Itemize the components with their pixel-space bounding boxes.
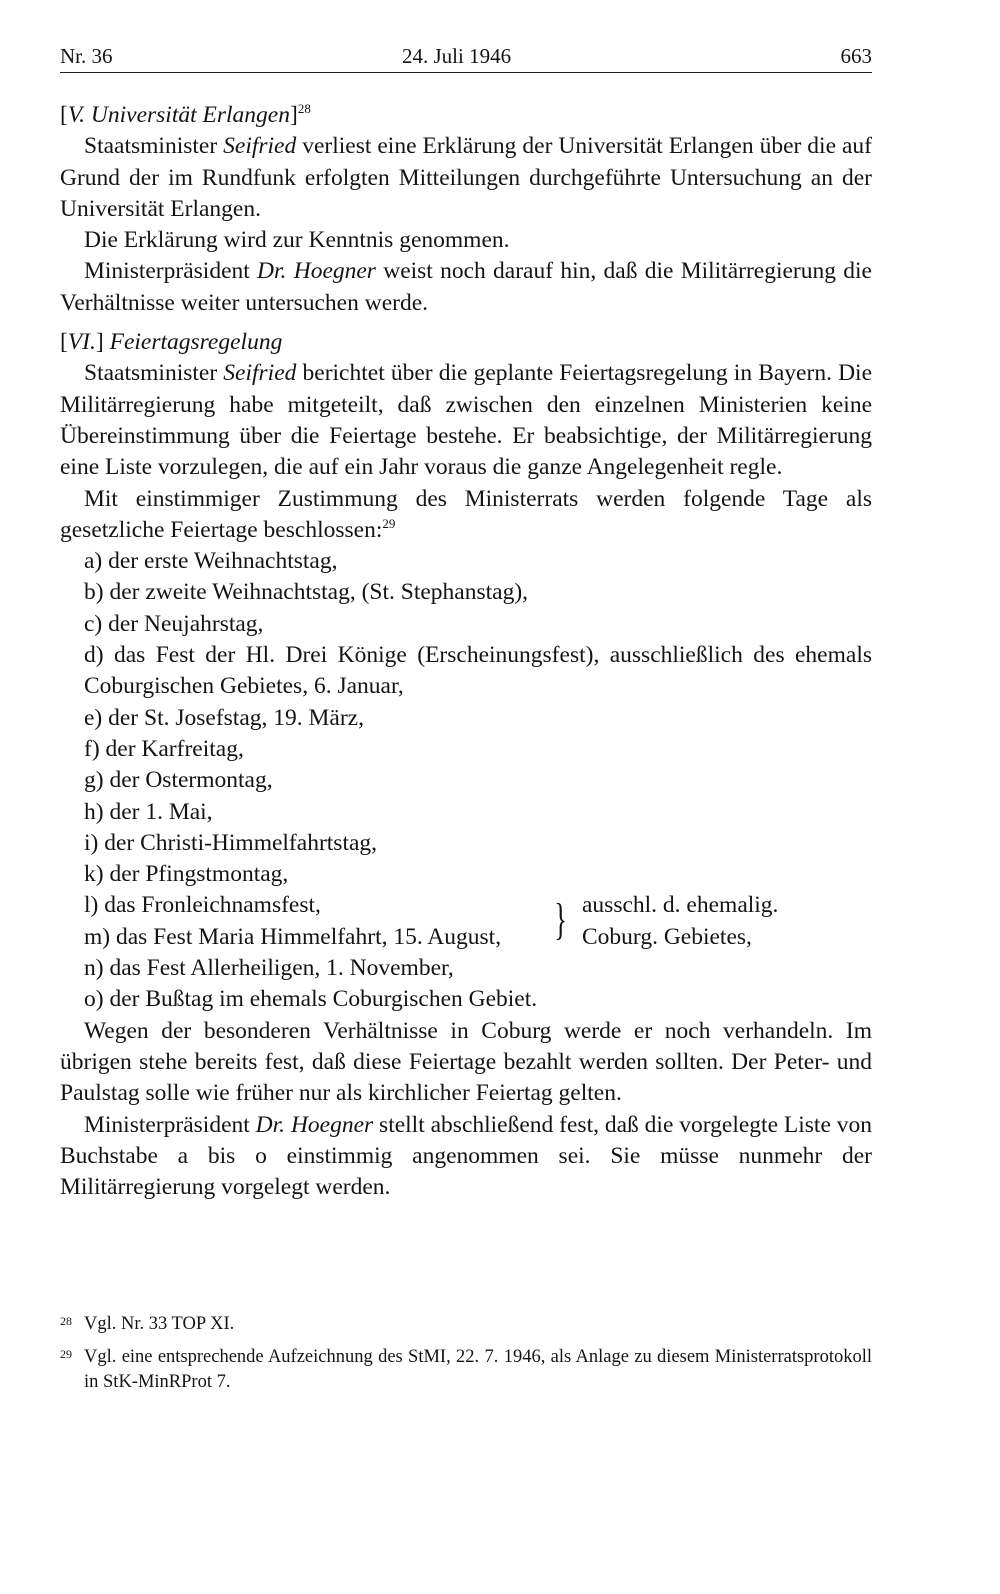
header-rule bbox=[60, 72, 872, 73]
footnote bbox=[60, 1312, 872, 1337]
list-item: c) der Neujahrstag, bbox=[84, 610, 264, 637]
braced-items bbox=[60, 890, 872, 953]
list-item: k) der Pfingstmontag, bbox=[84, 861, 289, 888]
paragraph: Ministerpräsident Dr. Hoegner weist noch darauf hin, daß die Militärregierung die Verhältnisse weiter untersuchen werde. bbox=[60, 258, 872, 316]
paragraph: Ministerpräsident Dr. Hoegner stellt abschließend fest, daß die vorgelegte Liste von Buchstabe a bis o einstimmig angenommen sei. Sie müsse nunmehr der Militärregierung vorgelegt werden. bbox=[60, 1111, 872, 1201]
footnote-number: 28 bbox=[60, 1314, 72, 1328]
footnote-ref: 28 bbox=[297, 101, 311, 117]
holiday-list bbox=[60, 546, 872, 890]
list-item: h) der 1. Mai, bbox=[84, 798, 213, 825]
paragraph: Wegen der besonderen Verhältnisse in Coburg werde er noch verhandeln. Im übrigen stehe bereits fest, daß diese Feiertage bezahlt werden sollten. Der Peter- und Paulstag solle wie früher nur als kirchlicher Feiertag gelten. bbox=[60, 1017, 872, 1107]
holiday-list-tail bbox=[60, 953, 872, 1016]
footnote-number: 29 bbox=[60, 1347, 72, 1361]
right-brace: } bbox=[554, 895, 567, 945]
list-item: l) das Fronleichnamsfest, bbox=[84, 892, 321, 919]
list-item: e) der St. Josefstag, 19. März, bbox=[84, 704, 364, 731]
brace-note: ausschl. d. ehemalig. Coburg. Gebietes, bbox=[582, 892, 779, 950]
paragraph: Staatsminister Seifried berichtet über die geplante Feiertagsregelung in Bayern. Die Militärregierung habe mitgeteilt, daß zwischen den einzelnen Ministerien keine Übereinstimmung über die Feiertage bestehe. Er beabsichtige, der Militärregierung eine Liste vorzulegen, die auf ein Jahr voraus die ganze Angelegenheit regle. bbox=[60, 360, 873, 481]
list-item: i) der Christi-Himmelfahrtstag, bbox=[84, 829, 378, 856]
list-item: a) der erste Weihnachtstag, bbox=[84, 548, 338, 575]
list-item: f) der Karfreitag, bbox=[84, 735, 244, 762]
issue-number: Nr. 36 bbox=[60, 44, 113, 68]
footnote-ref: 29 bbox=[382, 516, 396, 532]
list-item: o) der Bußtag im ehemals Coburgischen Gebiet. bbox=[84, 986, 538, 1013]
footnote-text: Vgl. Nr. 33 TOP XI. bbox=[84, 1314, 235, 1334]
paragraph: Die Erklärung wird zur Kenntnis genommen. bbox=[84, 227, 510, 254]
list-item: n) das Fest Allerheiligen, 1. November, bbox=[84, 955, 454, 982]
page-number: 663 bbox=[840, 44, 872, 68]
section-heading-v: [V. Universität Erlangen]$^{28}$ bbox=[60, 101, 311, 128]
list-item: g) der Ostermontag, bbox=[84, 767, 273, 794]
paragraph: Mit einstimmiger Zustimmung des Ministerrats werden folgende Tage als gesetzliche Feiertage beschlossen:$^{29}$ bbox=[60, 485, 872, 543]
person-name: Seifried bbox=[223, 360, 297, 387]
footnotes bbox=[60, 1312, 872, 1395]
document-body bbox=[60, 100, 872, 1203]
list-item: m) das Fest Maria Himmelfahrt, 15. August, bbox=[84, 923, 502, 950]
footnote bbox=[60, 1345, 872, 1395]
header-date: 24. Juli 1946 bbox=[402, 44, 512, 68]
page-header bbox=[60, 44, 872, 74]
list-item: d) das Fest der Hl. Drei Könige (Erscheinungsfest), ausschließlich des ehemals Coburgischen Gebietes, 6. Januar, bbox=[84, 642, 872, 700]
section-heading-vi: [VI.] Feiertagsregelung bbox=[60, 329, 283, 356]
list-item: b) der zweite Weihnachtstag, (St. Stephanstag), bbox=[84, 579, 529, 606]
paragraph: Staatsminister Seifried verliest eine Erklärung der Universität Erlangen über die auf Grund der im Rundfunk erfolgten Mitteilungen durchgeführte Untersuchung an der Universität Erlangen. bbox=[60, 133, 873, 222]
person-name: Seifried bbox=[223, 133, 297, 160]
person-name: Hoegner bbox=[290, 1111, 374, 1138]
person-name: Hoegner bbox=[293, 258, 376, 285]
footnote-text: Vgl. eine entsprechende Aufzeichnung des StMI, 22. 7. 1946, als Anlage zu diesem Ministerratsprotokoll in StK-MinRProt 7. bbox=[84, 1347, 872, 1392]
